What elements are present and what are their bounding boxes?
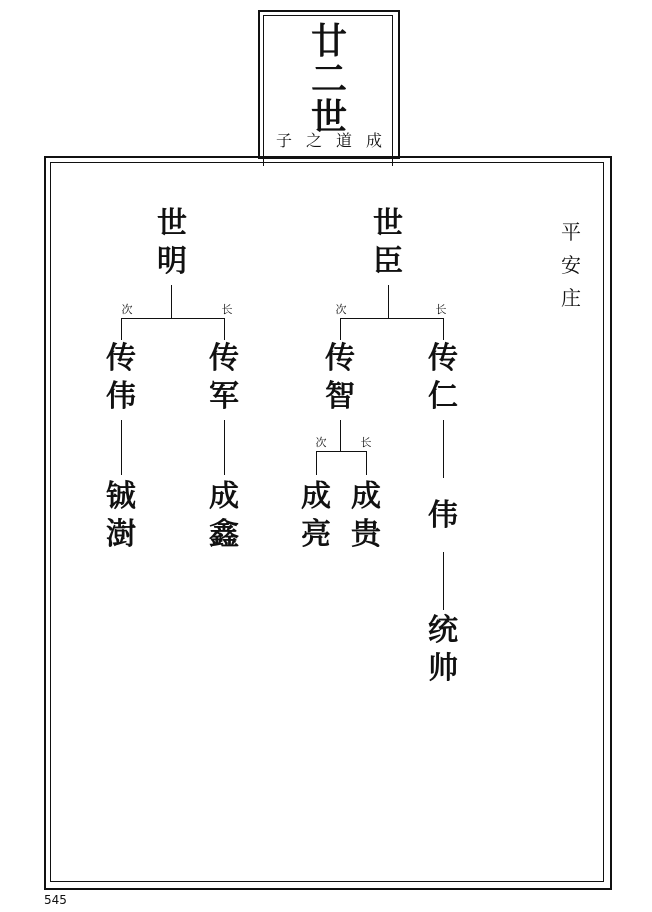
- name-char: 亮: [301, 517, 331, 552]
- label-second: 次: [335, 303, 347, 316]
- tree-line: [340, 318, 341, 340]
- name-char: 帅: [428, 651, 458, 686]
- name-char: 世: [373, 206, 403, 241]
- name-char: 统: [428, 613, 458, 648]
- name-char: 军: [209, 379, 239, 414]
- tree-line: [388, 285, 389, 319]
- tree-line: [171, 285, 172, 319]
- generation-char: 二: [310, 58, 347, 100]
- place-name: [556, 216, 586, 315]
- tree-line: [443, 552, 444, 610]
- tree-line: [366, 451, 367, 475]
- place-char: 庄: [561, 286, 581, 310]
- person-chengshu: [99, 478, 143, 554]
- name-char: 贵: [351, 517, 381, 552]
- name-char: 传: [106, 341, 136, 376]
- generation-char: 世: [310, 96, 347, 138]
- tree-line: [316, 451, 367, 452]
- tree-line: [224, 420, 225, 475]
- tree-line: [121, 420, 122, 475]
- person-chuanren: [421, 340, 465, 416]
- person-chuanwei: [99, 340, 143, 416]
- generation-char: 廿: [310, 20, 347, 62]
- name-char: 仁: [428, 379, 458, 414]
- name-char: 传: [325, 341, 355, 376]
- name-char: 臣: [373, 244, 403, 279]
- label-second: 次: [315, 436, 327, 449]
- name-char: 成: [351, 479, 381, 514]
- person-shichen: [366, 205, 410, 281]
- name-char: 传: [428, 341, 458, 376]
- place-char: 平: [561, 220, 581, 244]
- label-eldest: 长: [435, 303, 447, 316]
- name-char: 成: [209, 479, 239, 514]
- name-char: 传: [209, 341, 239, 376]
- name-char: 世: [157, 206, 187, 241]
- tree-line: [443, 420, 444, 478]
- generation-title: [258, 22, 400, 136]
- place-char: 安: [561, 253, 581, 277]
- tree-line: [121, 318, 122, 340]
- person-chengliang: [294, 478, 338, 554]
- page-number: 545: [44, 893, 67, 907]
- name-char: 智: [325, 379, 355, 414]
- name-char: 铖: [106, 479, 136, 514]
- label-eldest: 长: [360, 436, 372, 449]
- person-chenggui: [344, 478, 388, 554]
- tree-line: [340, 318, 444, 319]
- person-chuanzhi: [318, 340, 362, 416]
- label-eldest: 长: [221, 303, 233, 316]
- name-char: 明: [157, 244, 187, 279]
- name-char: 伟: [106, 379, 136, 414]
- person-wei: [421, 497, 465, 535]
- person-shiming: [150, 205, 194, 281]
- person-chengxin: [202, 478, 246, 554]
- tree-line: [121, 318, 225, 319]
- label-second: 次: [121, 303, 133, 316]
- tree-line: [224, 318, 225, 340]
- name-char: 澍: [106, 517, 136, 552]
- name-char: 成: [301, 479, 331, 514]
- tree-line: [316, 451, 317, 475]
- name-char: 伟: [428, 498, 458, 533]
- person-chuanjun: [202, 340, 246, 416]
- tree-line: [443, 318, 444, 340]
- person-tongshuai: [421, 612, 465, 688]
- name-char: 鑫: [209, 517, 239, 552]
- generation-subtitle: 子之道成: [275, 131, 396, 150]
- tree-line: [340, 420, 341, 452]
